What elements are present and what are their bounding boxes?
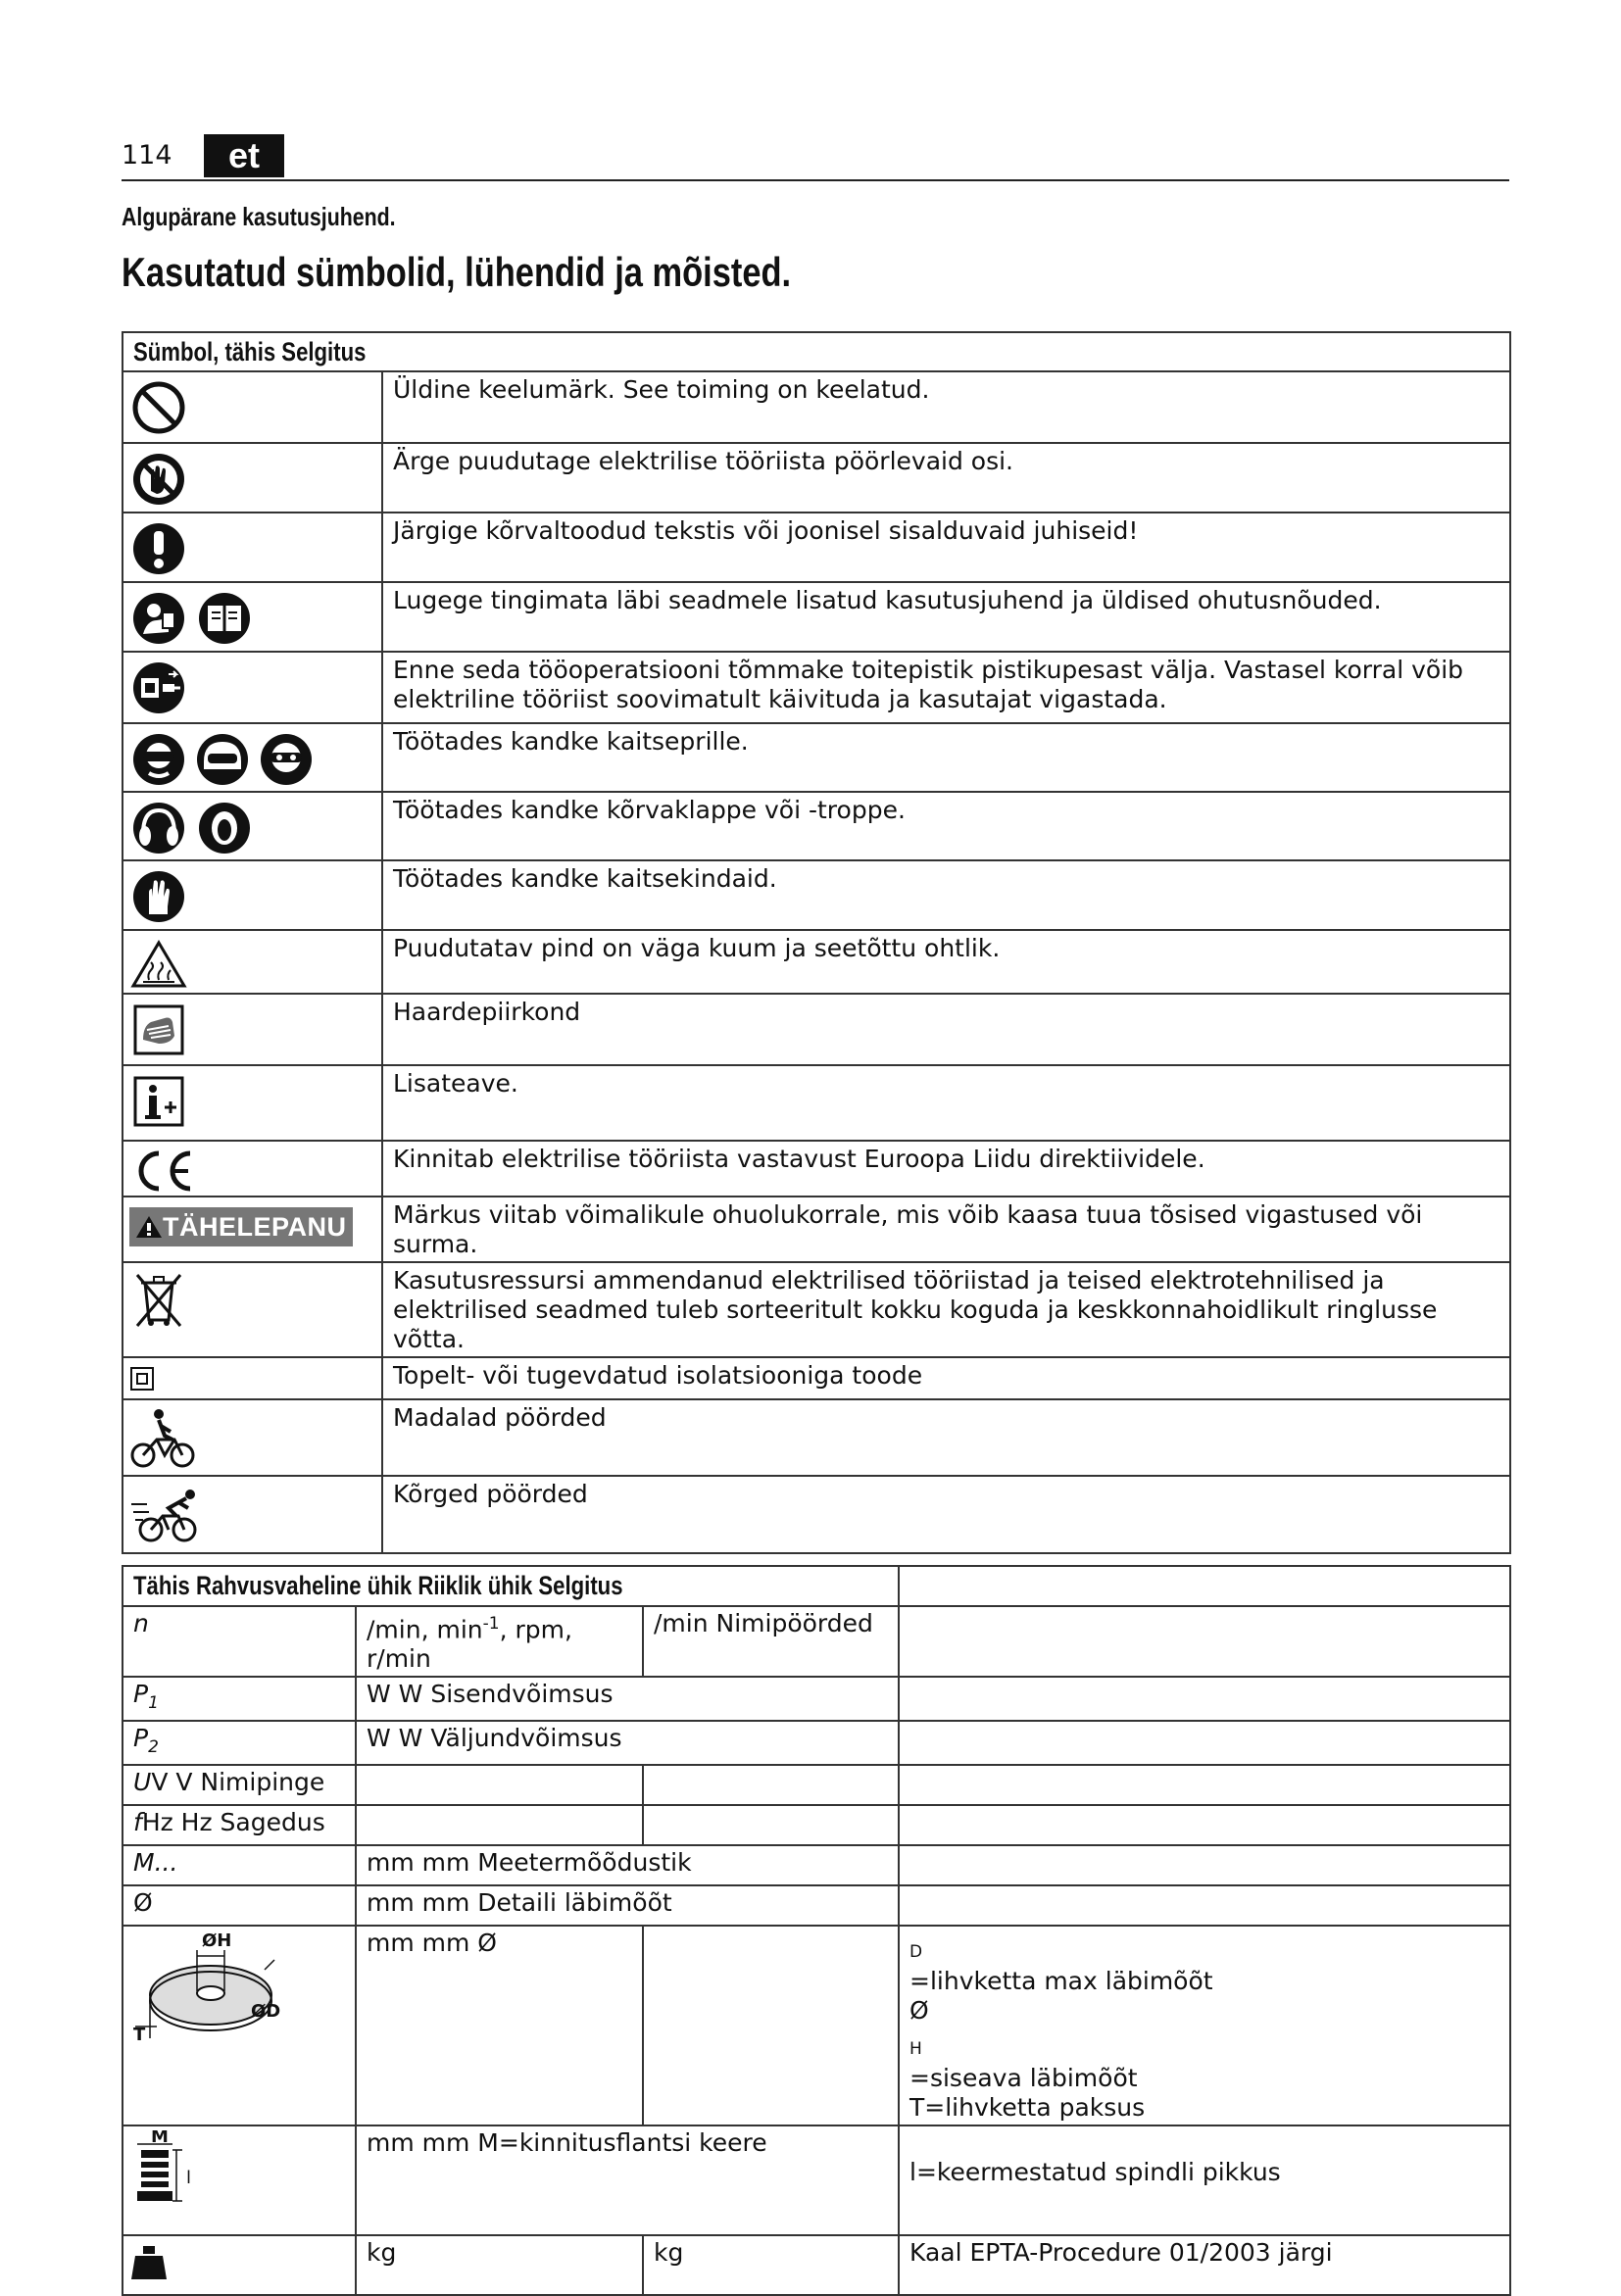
- table-row: [123, 1357, 1510, 1399]
- table-row: [123, 860, 1510, 930]
- unit-national: kg: [643, 2235, 899, 2295]
- warning-badge-label: TÄHELEPANU: [163, 1212, 347, 1242]
- symbol-description: Topelt- või tugevdatud isolatsiooniga toode: [382, 1357, 1510, 1399]
- symbol-description: Haardepiirkond: [382, 994, 1510, 1065]
- units-table-header: [123, 1566, 1510, 1606]
- hot-surface-warning-icon: [129, 937, 375, 992]
- svg-text:T: T: [133, 2025, 146, 2044]
- symbol-description: Töötades kandke kaitseprille.: [382, 723, 1510, 792]
- symbol-description: Töötades kandke kõrvaklappe või -troppe.: [382, 792, 1510, 860]
- table-row: [123, 1141, 1510, 1197]
- unit-symbol: fHz Hz Sagedus: [123, 1805, 356, 1845]
- symbol-description: Kõrged pöörded: [382, 1476, 1510, 1553]
- table-row: [123, 1765, 1510, 1805]
- table-row: [123, 1197, 1510, 1262]
- units-table: [122, 1565, 1511, 2296]
- symbol-description: Puudutatav pind on väga kuum ja seetõttu ohtlik.: [382, 930, 1510, 994]
- table-row: [123, 2125, 1510, 2235]
- table-row: [123, 1721, 1510, 1765]
- table-row: [123, 792, 1510, 860]
- symbols-table: [122, 331, 1511, 1554]
- unit-description: mm mm Meetermõõdustik: [356, 1845, 899, 1885]
- symbol-description: Märkus viitab võimalikule ohuolukorrale, mis võib kaasa tuua tõsised vigastused või surma.: [382, 1197, 1510, 1262]
- svg-text:l: l: [186, 2168, 192, 2189]
- table-row: [123, 1065, 1510, 1141]
- thread-diagram-cell: [123, 2125, 356, 2235]
- table-row: [123, 1885, 1510, 1926]
- table-row: [123, 994, 1510, 1065]
- table-row: [123, 1262, 1510, 1357]
- double-insulation-icon: [129, 1366, 375, 1392]
- table-row: [123, 582, 1510, 652]
- symbol-description: Ärge puudutage elektrilise tööriista pöörlevaid osi.: [382, 443, 1510, 513]
- warning-badge: [129, 1207, 353, 1246]
- table-row: [123, 930, 1510, 994]
- symbol-description: Kasutusressursi ammendanud elektrilised tööriistad ja teised elektrotehnilised ja elektrilised seadmed tuleb sorteeritult kokku koguda ja keskkonnahoidlikult ringlusse võtta.: [382, 1262, 1510, 1357]
- unit-symbol: $P_2$: [123, 1721, 356, 1765]
- weight-icon-cell: [123, 2235, 356, 2295]
- weee-bin-icon: [129, 1269, 375, 1330]
- no-touch-rotating-parts-icon: [129, 450, 375, 509]
- mandatory-exclamation-icon: [129, 519, 375, 578]
- unit-description: mm mm Ø: [356, 1926, 643, 2125]
- unit-international: kg: [356, 2235, 643, 2295]
- unit-explanation: l=keermestatud spindli pikkus: [899, 2125, 1510, 2235]
- symbol-description: Lugege tingimata läbi seadmele lisatud kasutusjuhend ja üldised ohutusnõuded.: [382, 582, 1510, 652]
- unplug-icon: [129, 659, 375, 717]
- ear-protection-icon: [129, 799, 375, 857]
- unit-symbol: M...: [123, 1845, 356, 1885]
- unit-symbol: UV V Nimipinge: [123, 1765, 356, 1805]
- symbol-description: Töötades kandke kaitsekindaid.: [382, 860, 1510, 930]
- symbol-description: Üldine keelumärk. See toiming on keelatud.: [382, 371, 1510, 443]
- unit-international: /min, $\min^{-1}$, rpm, r/min: [356, 1606, 643, 1677]
- document-label: Algupärane kasutusjuhend.: [122, 202, 396, 231]
- unit-description: W W Väljundvõimsus: [356, 1721, 899, 1765]
- unit-national: /min Nimipöörded: [643, 1606, 899, 1677]
- unit-symbol: n: [123, 1606, 356, 1677]
- symbol-description: Kinnitab elektrilise tööriista vastavust Euroopa Liidu direktiividele.: [382, 1141, 1510, 1197]
- symbols-table-header: [123, 332, 1510, 371]
- ce-mark-icon: [129, 1148, 375, 1193]
- info-icon: [129, 1072, 375, 1131]
- eye-protection-icon: [129, 730, 375, 789]
- svg-text:ØD: ØD: [251, 2001, 281, 2023]
- table-row: [123, 723, 1510, 792]
- table-row: [123, 1476, 1510, 1553]
- high-speed-bicycle-icon: [129, 1483, 375, 1547]
- prohibition-icon: [129, 378, 375, 437]
- disc-diagram-cell: [123, 1926, 356, 2125]
- unit-description: mm mm M=kinnitusflantsi keere: [356, 2125, 899, 2235]
- table-row: [123, 1845, 1510, 1885]
- unit-description: mm mm Detaili läbimõõt: [356, 1885, 899, 1926]
- table-row: [123, 1606, 1510, 1677]
- svg-text:M: M: [151, 2130, 169, 2148]
- table-row: [123, 443, 1510, 513]
- grip-area-icon: [129, 1001, 375, 1059]
- weight-icon: [129, 2259, 169, 2287]
- table-row: [123, 1926, 1510, 2125]
- symbols-header-text: Sümbol, tähis Selgitus: [133, 337, 367, 366]
- table-row: [123, 2235, 1510, 2295]
- table-row: [123, 1677, 1510, 1721]
- symbol-description: Lisateave.: [382, 1065, 1510, 1141]
- page-number: 114: [122, 140, 172, 171]
- page-header: [122, 130, 1509, 181]
- spindle-thread-diagram-icon: [127, 2130, 216, 2229]
- table-row: [123, 513, 1510, 582]
- symbol-description: Enne seda tööoperatsiooni tõmmake toitepistik pistikupesast välja. Vastasel korral võib elektriline tööriist soovimatult käivituda ja kasutajat vigastada.: [382, 652, 1510, 723]
- page-title: Kasutatud sümbolid, lühendid ja mõisted.: [122, 249, 792, 295]
- unit-description: W W Sisendvõimsus: [356, 1677, 899, 1721]
- grinding-disc-diagram-icon: [127, 1930, 294, 2049]
- symbol-description: Madalad pöörded: [382, 1399, 1510, 1476]
- unit-symbol: $P_1$: [123, 1677, 356, 1721]
- units-header-text: Tähis Rahvusvaheline ühik Riiklik ühik Selgitus: [133, 1571, 623, 1600]
- low-speed-bicycle-icon: [129, 1406, 375, 1471]
- table-row: [123, 1399, 1510, 1476]
- unit-explanation: Kaal EPTA-Procedure 01/2003 järgi: [899, 2235, 1510, 2295]
- unit-explanation: $_D$ =lihvketta max läbimõõt Ø $_H$ =siseava läbimõõt T=lihvketta paksus: [899, 1926, 1510, 2125]
- table-row: [123, 1805, 1510, 1845]
- read-manual-icon: [129, 589, 375, 648]
- gloves-icon: [129, 867, 375, 926]
- svg-text:ØH: ØH: [202, 1930, 232, 1952]
- language-badge: et: [204, 134, 284, 177]
- symbol-description: Järgige kõrvaltoodud tekstis või joonisel sisalduvaid juhiseid!: [382, 513, 1510, 582]
- unit-symbol: Ø: [123, 1885, 356, 1926]
- table-row: [123, 652, 1510, 723]
- table-row: [123, 371, 1510, 443]
